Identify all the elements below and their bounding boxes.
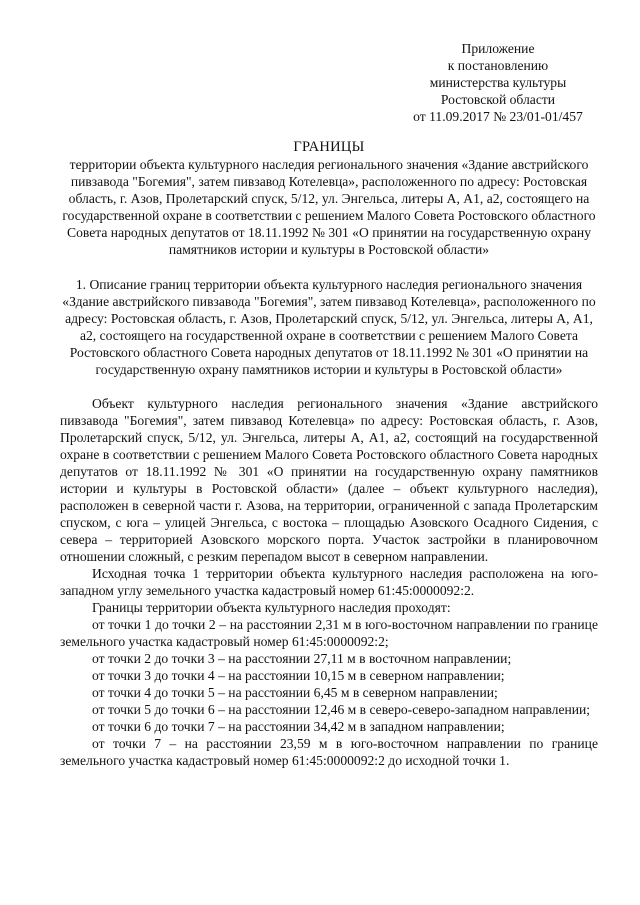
body-paragraph: Исходная точка 1 территории объекта культурного наследия расположена на юго-западном углу земельного участка кадастровый номер 61:45:0000092:2. — [60, 566, 598, 598]
document-body — [60, 395, 598, 769]
boundary-segment: от точки 5 до точки 6 – на расстоянии 12,46 м в северо-северо-западном направлении; — [92, 702, 591, 717]
appendix-line: министерства культуры — [429, 75, 567, 90]
section-1-heading: 1. Описание границ территории объекта культурного наследия регионального значения «Здание австрийского пивзавода "Богемия", затем пивзавод Котелевца», расположенного по адресу: Ростовская область, г. Азов, Пролетарский спуск, 5/12, ул. Энгельса, литеры А, А1, а2, состоящего на государственной охране в соответствии с решением Малого Совета Ростовского областного Совета народных депутатов от 18.11.1992 № 301 «О принятии на государственную охрану памятников истории и культуры в Ростовской области» — [62, 277, 596, 377]
boundary-segment: от точки 1 до точки 2 – на расстоянии 2,31 м в юго-восточном направлении по границе земельного участка кадастровый номер 61:45:0000092:2; — [60, 617, 598, 649]
appendix-line: от 11.09.2017 № 23/01-01/457 — [413, 109, 583, 124]
appendix-line: Ростовской области — [440, 92, 556, 107]
body-paragraph: Объект культурного наследия регионального значения «Здание австрийского пивзавода "Богемия", затем пивзавод Котелевца» по адресу: Ростовская область, г. Азов, Пролетарский спуск, 5/12, ул. Энгельса, литеры А, А1, а2, состоящий на государственной охране в соответствии с решением Малого Совета Ростовского областного Совета народных депутатов от 18.11.1992 № 301 «О принятии на государственную охрану памятников истории и культуры в Ростовской области» (далее – объект культурного наследия), расположен в северной части г. Азова, на территории, ограниченной с запада Пролетарским спуском, с юга – улицей Энгельса, с востока – площадью Азовского Осадного Сидения, с севера – территорией Азовского морского порта. Участок застройки в планировочном отношении сложный, с резким перепадом высот в северном направлении. — [60, 396, 598, 564]
boundary-segment: от точки 7 – на расстоянии 23,59 м в юго-восточном направлении по границе земельного участка кадастровый номер 61:45:0000092:2 до исходной точки 1. — [60, 736, 598, 768]
appendix-block — [398, 40, 598, 125]
boundary-segment: от точки 3 до точки 4 – на расстоянии 10,15 м в северном направлении; — [92, 668, 505, 683]
document-title: ГРАНИЦЫ — [293, 139, 365, 155]
appendix-line: Приложение — [461, 41, 535, 56]
boundary-segment: от точки 2 до точки 3 – на расстоянии 27,11 м в восточном направлении; — [92, 651, 512, 666]
boundary-segment: от точки 6 до точки 7 – на расстоянии 34,42 м в западном направлении; — [92, 719, 505, 734]
boundary-segment: от точки 4 до точки 5 – на расстоянии 6,45 м в северном направлении; — [92, 685, 498, 700]
body-paragraph: Границы территории объекта культурного наследия проходят: — [92, 600, 451, 615]
document-subtitle: территории объекта культурного наследия регионального значения «Здание австрийского пивзавода "Богемия", затем пивзавод Котелевца», расположенного по адресу: Ростовская область, г. Азов, Пролетарский спуск, 5/12, ул. Энгельса, литеры А, А1, а2, состоящего на государственной охране в соответствии с решением Малого Совета Ростовского областного Совета народных депутатов от 18.11.1992 № 301 «О принятии на государственную охрану памятников истории и культуры в Ростовской области» — [62, 157, 596, 257]
appendix-line: к постановлению — [447, 58, 549, 73]
